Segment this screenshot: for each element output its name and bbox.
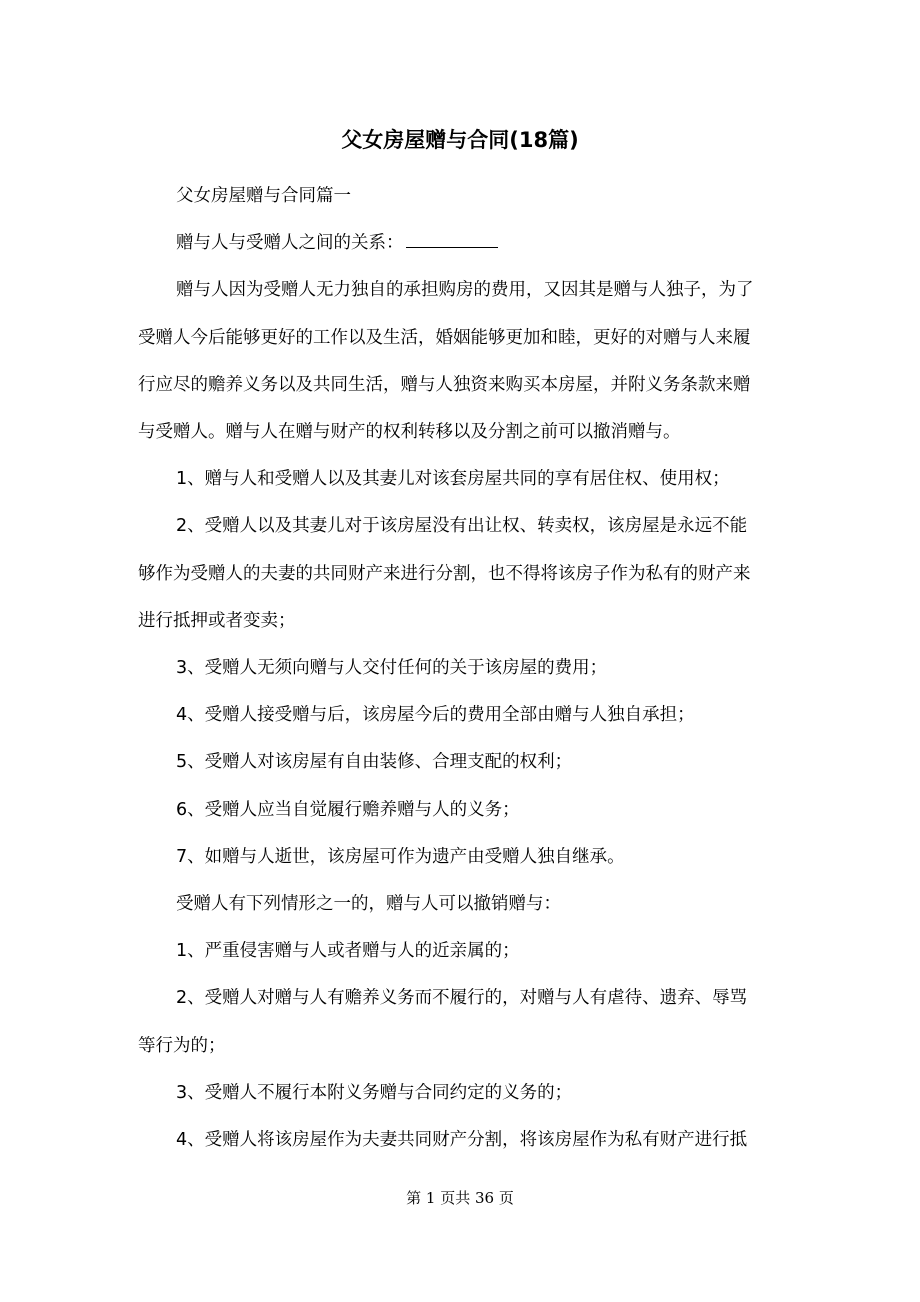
line-text: 父女房屋赠与合同篇一 <box>176 186 351 206</box>
paragraph-line <box>138 315 798 362</box>
paragraph-line <box>138 409 798 456</box>
line-text: 1、赠与人和受赠人以及其妻儿对该套房屋共同的享有居住权、使用权； <box>176 469 730 490</box>
document-title: 父女房屋赠与合同(18篇) <box>341 128 579 152</box>
paragraph-line <box>138 928 798 975</box>
line-text: 与受赠人。赠与人在赠与财产的权利转移以及分割之前可以撤消赠与。 <box>138 422 681 443</box>
page-footer: 第 1 页共 36 页 <box>406 1189 514 1207</box>
paragraph-line <box>138 975 798 1022</box>
paragraph-line <box>138 645 798 692</box>
paragraph-line <box>138 787 798 834</box>
paragraph-line <box>138 551 798 598</box>
paragraph-line <box>138 503 798 550</box>
line-text: 行应尽的赡养义务以及共同生活，赠与人独资来购买本房屋，并附义务条款来赠 <box>138 374 751 395</box>
line-text: 2、受赠人以及其妻儿对于该房屋没有出让权、转卖权，该房屋是永远不能 <box>176 516 748 537</box>
blank-field <box>406 227 498 248</box>
line-text: 7、如赠与人逝世，该房屋可作为遗产由受赠人独自继承。 <box>176 846 625 867</box>
line-text: 3、受赠人无须向赠与人交付任何的关于该房屋的费用； <box>176 658 608 679</box>
line-text: 受赠人有下列情形之一的，赠与人可以撤销赠与： <box>176 894 561 915</box>
line-text: 赠与人因为受赠人无力独自的承担购房的费用，又因其是赠与人独子，为了 <box>176 280 754 301</box>
paragraph-line <box>138 1070 798 1117</box>
paragraph-line <box>138 362 798 409</box>
paragraph-line <box>138 834 798 881</box>
line-text: 4、受赠人接受赠与后，该房屋今后的费用全部由赠与人独自承担； <box>176 705 695 726</box>
paragraph-line <box>138 598 798 645</box>
paragraph-line <box>138 1117 798 1164</box>
line-text: 2、受赠人对赠与人有赡养义务而不履行的，对赠与人有虐待、遗弃、辱骂 <box>176 988 748 1009</box>
line-text: 赠与人与受赠人之间的关系： <box>176 233 404 254</box>
line-text: 够作为受赠人的夫妻的共同财产来进行分割，也不得将该房子作为私有的财产来 <box>138 563 751 584</box>
paragraph-line <box>138 456 798 503</box>
line-text: 4、受赠人将该房屋作为夫妻共同财产分割，将该房屋作为私有财产进行抵 <box>176 1130 748 1151</box>
paragraph-line <box>138 173 798 220</box>
paragraph-line <box>138 692 798 739</box>
paragraph-line <box>138 267 798 314</box>
line-text: 进行抵押或者变卖； <box>138 610 296 631</box>
paragraph-line <box>138 1023 798 1070</box>
paragraph-line <box>138 881 798 928</box>
paragraph-line <box>138 220 798 267</box>
line-text: 等行为的； <box>138 1035 226 1056</box>
paragraph-line <box>138 739 798 786</box>
line-text: 5、受赠人对该房屋有自由装修、合理支配的权利； <box>176 752 573 773</box>
line-text: 6、受赠人应当自觉履行赡养赠与人的义务； <box>176 799 520 820</box>
line-text: 受赠人今后能够更好的工作以及生活，婚姻能够更加和睦，更好的对赠与人来履 <box>138 327 751 348</box>
line-text: 3、受赠人不履行本附义务赠与合同约定的义务的； <box>176 1082 573 1103</box>
document-body <box>138 173 798 1164</box>
line-text: 1、严重侵害赠与人或者赠与人的近亲属的； <box>176 941 520 962</box>
